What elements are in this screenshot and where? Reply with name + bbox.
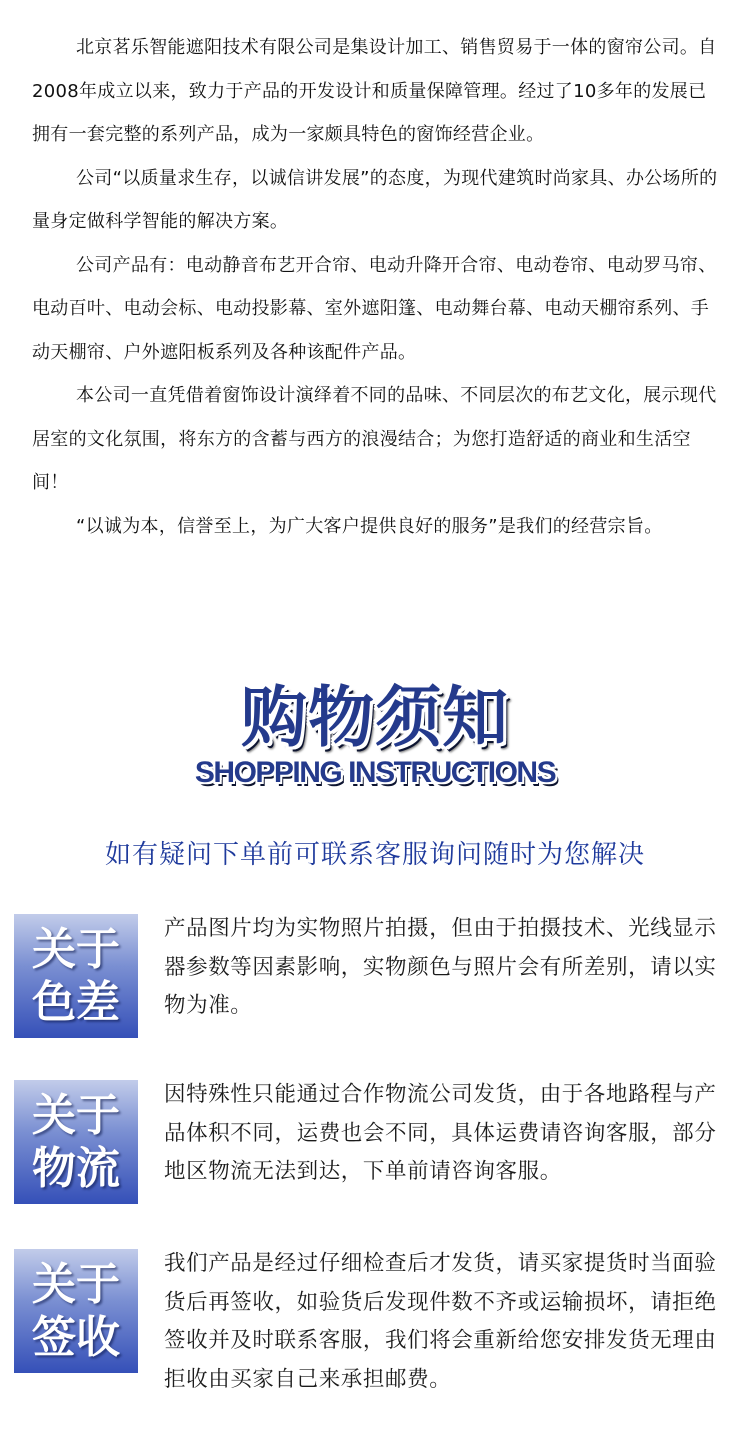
- badge-line-1: 关于: [32, 1259, 120, 1310]
- notice-text: 产品图片均为实物照片拍摄，但由于拍摄技术、光线显示器参数等因素影响，实物颜色与照片会有所差别，请以实物为准。: [164, 916, 717, 1018]
- section-title-en: SHOPPING INSTRUCTIONS: [194, 756, 556, 789]
- badge-line-1: 关于: [32, 1090, 120, 1141]
- notice-color-difference: [14, 914, 736, 1039]
- badge-line-2: 签收: [32, 1312, 120, 1363]
- intro-paragraph-culture: 本公司一直凭借着窗饰设计演绎着不同的品味、不同层次的布艺文化，展示现代居室的文化氛围，将东方的含蓄与西方的浪漫结合；为您打造舒适的商业和生活空间！: [32, 385, 717, 493]
- badge-line-2: 物流: [32, 1143, 120, 1194]
- section-title-cn: 购物须知: [241, 679, 509, 756]
- notice-badge: [14, 1080, 138, 1204]
- notice-receipt: [14, 1249, 736, 1392]
- notice-text: 因特殊性只能通过合作物流公司发货，由于各地路程与产品体积不同，运费也会不同，具体运费请咨询客服，部分地区物流无法到达，下单前请咨询客服。: [164, 1082, 717, 1184]
- notice-logistics: [14, 1080, 736, 1205]
- badge-line-2: 色差: [32, 977, 120, 1028]
- notice-badge: [14, 1249, 138, 1373]
- intro-paragraph-products: 公司产品有：电动静音布艺开合帘、电动升降开合帘、电动卷帘、电动罗马帘、电动百叶、电动会标、电动投影幕、室外遮阳篷、电动舞台幕、电动天棚帘系列、手动天棚帘、户外遮阳板系列及各种该配件产品。: [32, 254, 717, 363]
- company-intro: [32, 26, 722, 548]
- badge-line-1: 关于: [32, 924, 120, 975]
- notice-text: 我们产品是经过仔细检查后才发货，请买家提货时当面验货后再签收，如验货后发现件数不齐或运输损坏，请拒绝签收并及时联系客服，我们将会重新给您安排发货无理由拒收由买家自己来承担邮费。: [164, 1251, 717, 1392]
- intro-paragraph-attitude: 公司“以质量求生存，以诚信讲发展”的态度，为现代建筑时尚家具、办公场所的量身定做科学智能的解决方案。: [32, 167, 718, 232]
- notice-badge: [14, 914, 138, 1038]
- intro-paragraph-motto: “以诚为本，信誉至上，为广大客户提供良好的服务”是我们的经营宗旨。: [76, 515, 663, 537]
- section-subtitle: 如有疑问下单前可联系客服询问随时为您解决: [104, 840, 645, 870]
- intro-paragraph-overview: 北京茗乐智能遮阳技术有限公司是集设计加工、销售贸易于一体的窗帘公司。自2008年成立以来，致力于产品的开发设计和质量保障管理。经过了10多年的发展已拥有一套完整的系列产品，成为一家颇具特色的窗饰经营企业。: [32, 37, 717, 145]
